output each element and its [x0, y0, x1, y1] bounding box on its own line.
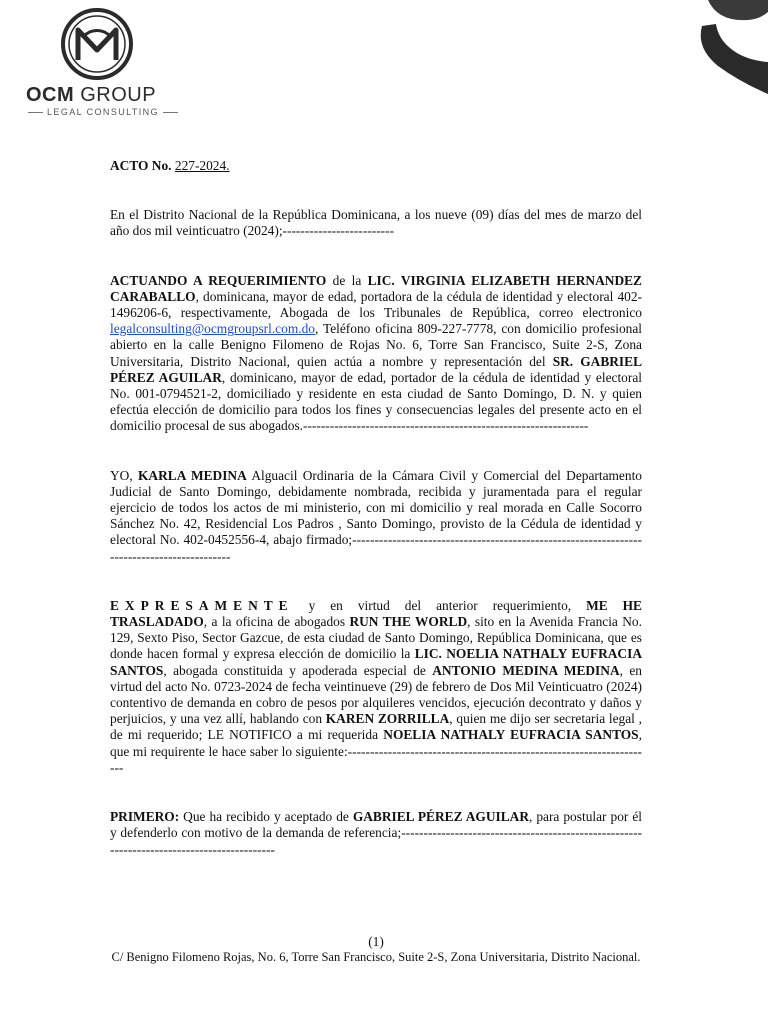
paragraph-date: En el Distrito Nacional de la República Dominicana, a los nueve (09) días del mes de marzo del año dos mil veinticuatro (2024);------------------------- [110, 207, 642, 239]
company-logo [22, 6, 182, 116]
corner-decoration-icon [688, 0, 768, 100]
page-footer [110, 934, 642, 965]
paragraph-expresamente: EXPRESAMENTE y en virtud del anterior requerimiento, ME HE TRASLADADO, a la oficina de abogados RUN THE WORLD, sito en la Avenida Francia No. 129, Sexto Piso, Sector Gazcue, de esta ciudad de Santo Domingo, República Dominicana, que es donde hacen formal y expresa elección de domicilio la LIC. NOELIA NATHALY EUFRACIA SANTOS, abogada constituida y apoderada especial de ANTONIO MEDINA MEDINA, en virtud del acto No. 0723-2024 de fecha veintinueve (29) de febrero de Dos Mil Veinticuatro (2024) contentivo de demanda en cobro de pesos por alquileres vencidos, ejecución decontrato y daños y perjuicios, y una vez allí, hablando con KAREN ZORRILLA, quien me dijo ser secretaria legal , de mi requerido; LE NOTIFICO a mi requerida NOELIA NATHALY EUFRACIA SANTOS, que mi requirente le hace saber lo siguiente:--------------------------------------------------------------------- [110, 597, 642, 775]
email-link[interactable]: legalconsulting@ocmgroupsrl.com.do [110, 321, 315, 337]
acto-title: ACTO No. 227-2024. [110, 158, 230, 173]
logo-tagline: LEGAL CONSULTING [28, 107, 178, 117]
paragraph-actuando: ACTUANDO A REQUERIMIENTO de la LIC. VIRGINIA ELIZABETH HERNANDEZ CARABALLO, dominicana, mayor de edad, portadora de la cédula de identidad y electoral 402-1496206-6, respectivamente, Abogada de los Tribunales de República, correo electronico legalconsulting@ocmgroupsrl.com.do, Teléfono oficina 809-227-7778, con domicilio profesional abierto en la calle Benigno Filomeno de Rojas No. 6, Torre San Francisco, Suite 2-S, Zona Universitaria, Distrito Nacional, quien actúa a nombre y representación del SR. GABRIEL PÉREZ AGUILAR, dominicano, mayor de edad, portador de la cédula de identidad y electoral No. 001-0794521-2, domiciliado y residente en esta ciudad de Santo Domingo, D. N. y quien efectúa elección de domicilio para todos los fines y consecuencias legales del presente acto en el domicilio procesal de sus abogados.---------------------------------------------------------------- [110, 272, 643, 434]
paragraph-primero: PRIMERO: Que ha recibido y aceptado de GABRIEL PÉREZ AGUILAR, para postular por él y defenderlo con motivo de la demanda de referencia;------------------------------------------------------------------------------------------- [110, 809, 642, 857]
page-number: (1) [368, 934, 384, 949]
logo-name: OCM GROUP [26, 84, 157, 106]
footer-address: C/ Benigno Filomeno Rojas, No. 6, Torre San Francisco, Suite 2-S, Zona Universitaria, Distrito Nacional. [111, 950, 641, 964]
paragraph-yo: YO, KARLA MEDINA Alguacil Ordinaria de la Cámara Civil y Comercial del Departamento Judicial de Santo Domingo, debidamente nombrada, recibida y juramentada para el regular ejercicio de todos los actos de mi ministerio, con mi domicilio y real morada en Calle Socorro Sánchez No. 42, Residencial Los Padros , Santo Domingo, provisto de la Cédula de identidad y electoral No. 402-0452556-4, abajo firmado;-------------------------------------------------------------------------------------------- [110, 467, 642, 564]
ocm-monogram-icon [58, 6, 136, 84]
document-body [110, 158, 642, 858]
